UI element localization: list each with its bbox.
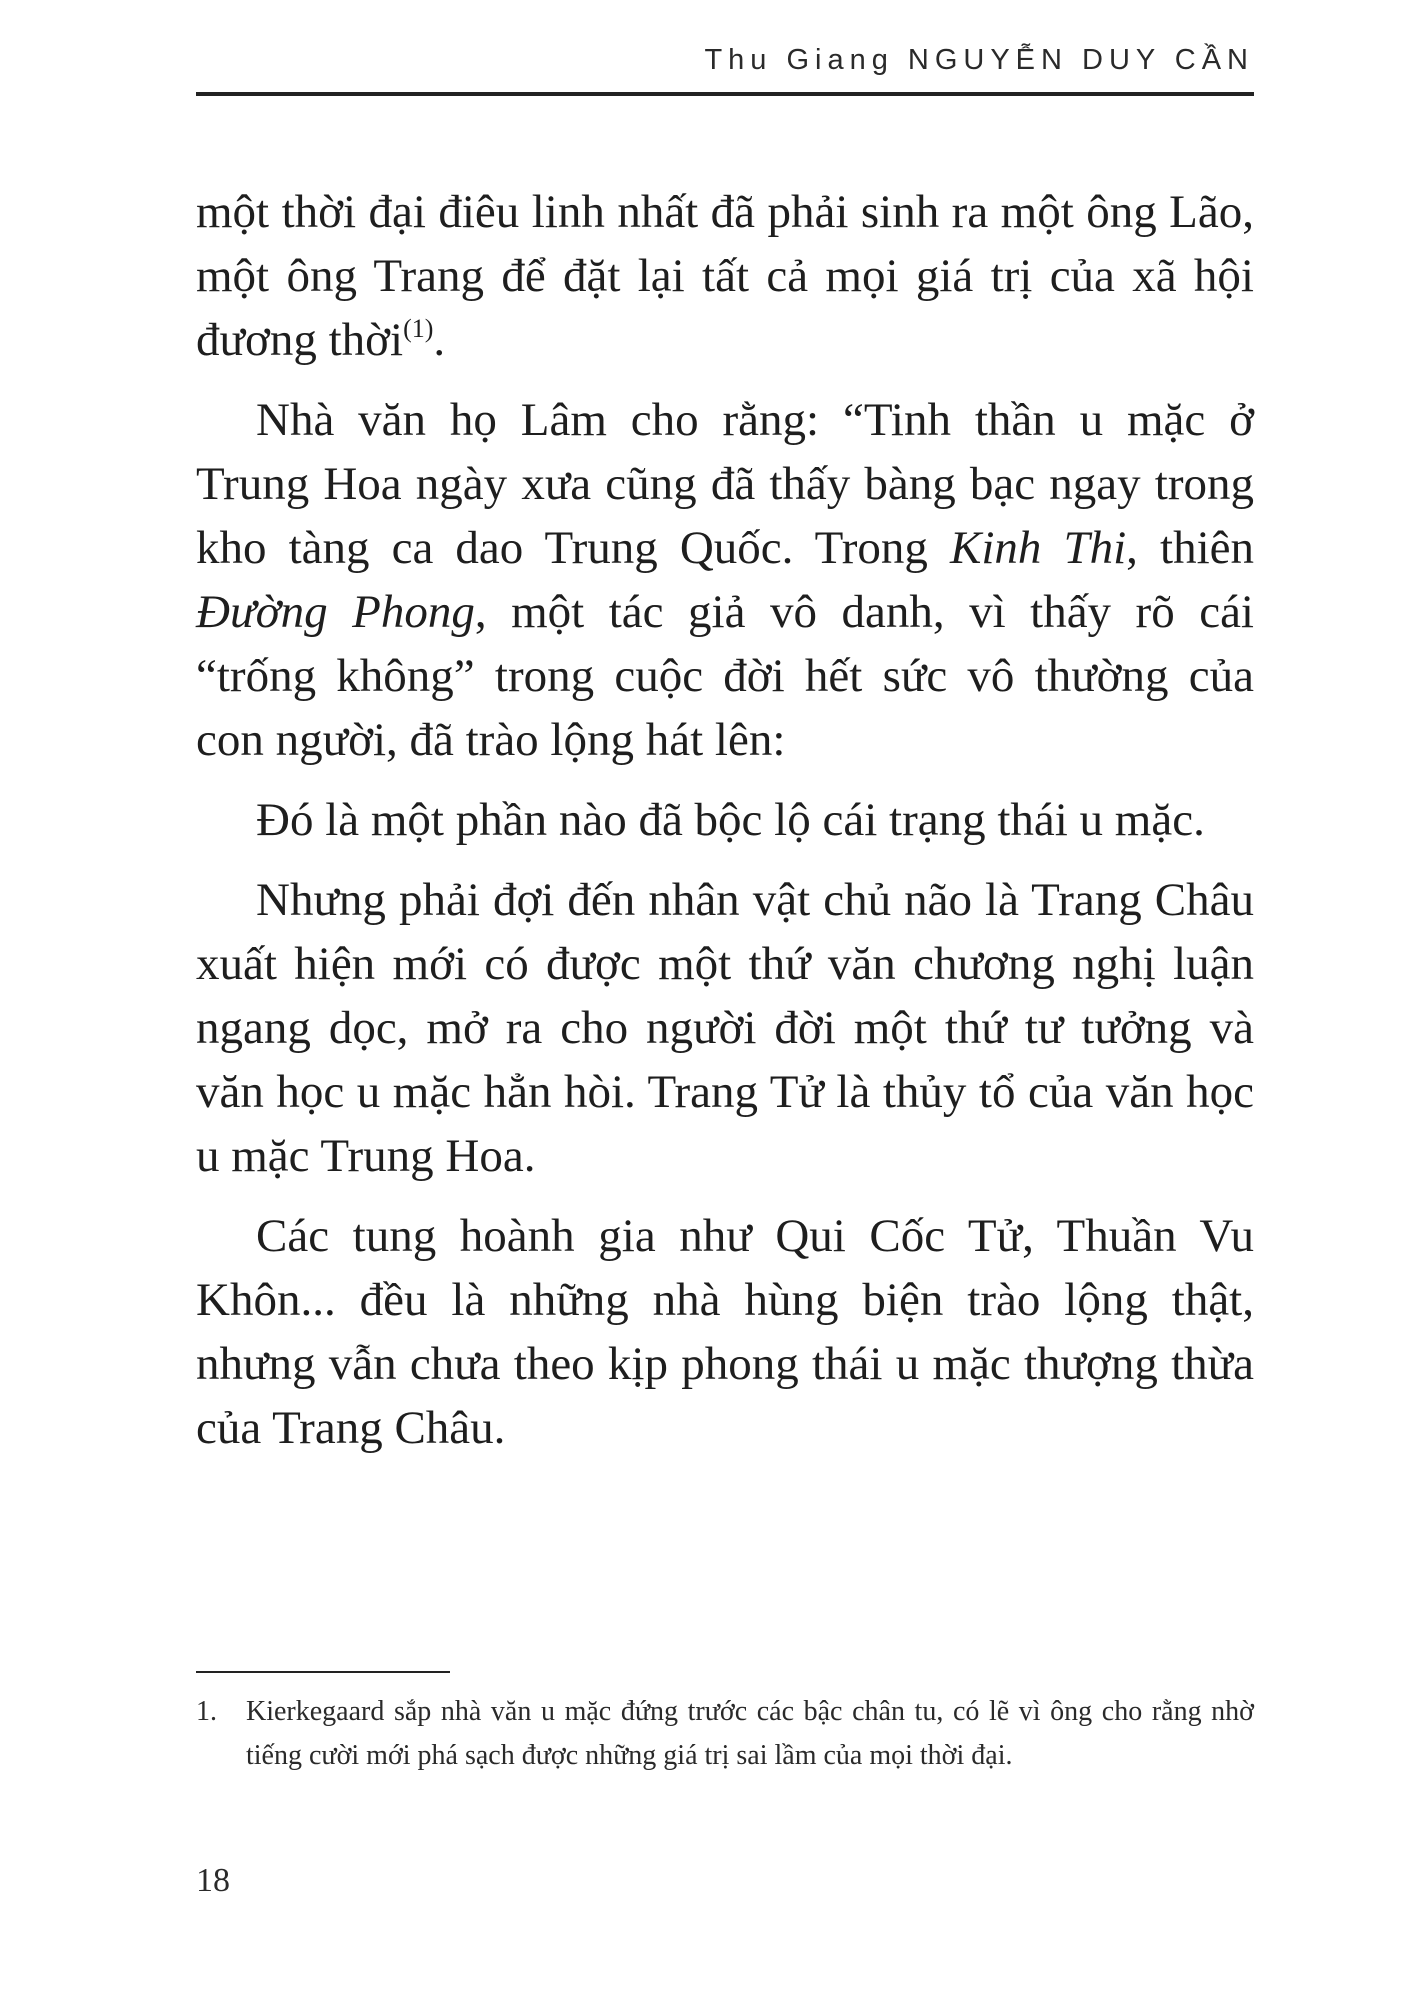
paragraph-1-tail: . [433, 314, 446, 366]
author-name: NGUYỄN DUY CẦN [907, 44, 1254, 76]
paragraph-5: Các tung hoành gia như Qui Cốc Tử, Thuần Vu Khôn... đều là những nhà hùng biện trào lộng thật, nhưng vẫn chưa theo kịp phong thái u mặc thượng thừa của Trang Châu. [196, 1210, 1254, 1454]
paragraph-1-text: một thời đại điêu linh nhất đã phải sinh ra một ông Lão, một ông Trang để đặt lại tất cả mọi giá trị của xã hội đương thời [196, 186, 1254, 366]
footnote [196, 1690, 1254, 1778]
paragraph-3: Đó là một phần nào đã bộc lộ cái trạng thái u mặc. [256, 794, 1205, 846]
body-text [196, 180, 1254, 1476]
page-number: 18 [196, 1862, 230, 1899]
book-title-kinh-thi: Kinh Thi [949, 522, 1127, 574]
header-rule [196, 92, 1254, 96]
footnote-reference: (1) [403, 314, 434, 343]
paragraph-1 [196, 180, 1254, 372]
paragraph-2-text-c: , một tác giả vô danh, vì thấy rõ cái “trống không” trong cuộc đời hết sức vô thường của con người, đã trào lộng hát lên: [196, 586, 1254, 766]
paragraph-2 [196, 388, 1254, 772]
running-header [196, 44, 1254, 77]
paragraph-2-text-a: Nhà văn họ Lâm cho rằng: “Tinh thần u mặc ở Trung Hoa ngày xưa cũng đã thấy bàng bạc ngay trong kho tàng ca dao Trung Quốc. Trong [196, 394, 1254, 574]
chapter-title-duong-phong: Đường Phong [196, 586, 475, 638]
author-pen-name: Thu Giang [704, 44, 894, 76]
footnote-text: Kierkegaard sắp nhà văn u mặc đứng trước các bậc chân tu, có lẽ vì ông cho rằng nhờ tiếng cười mới phá sạch được những giá trị sai lầm của mọi thời đại. [246, 1696, 1254, 1771]
footnote-number: 1. [196, 1696, 217, 1727]
paragraph-2-text-b: , thiên [1126, 522, 1254, 574]
footnote-rule [196, 1671, 450, 1673]
paragraph-4: Nhưng phải đợi đến nhân vật chủ não là Trang Châu xuất hiện mới có được một thứ văn chương nghị luận ngang dọc, mở ra cho người đời một thứ tư tưởng và văn học u mặc hẳn hòi. Trang Tử là thủy tổ của văn học u mặc Trung Hoa. [196, 874, 1254, 1182]
